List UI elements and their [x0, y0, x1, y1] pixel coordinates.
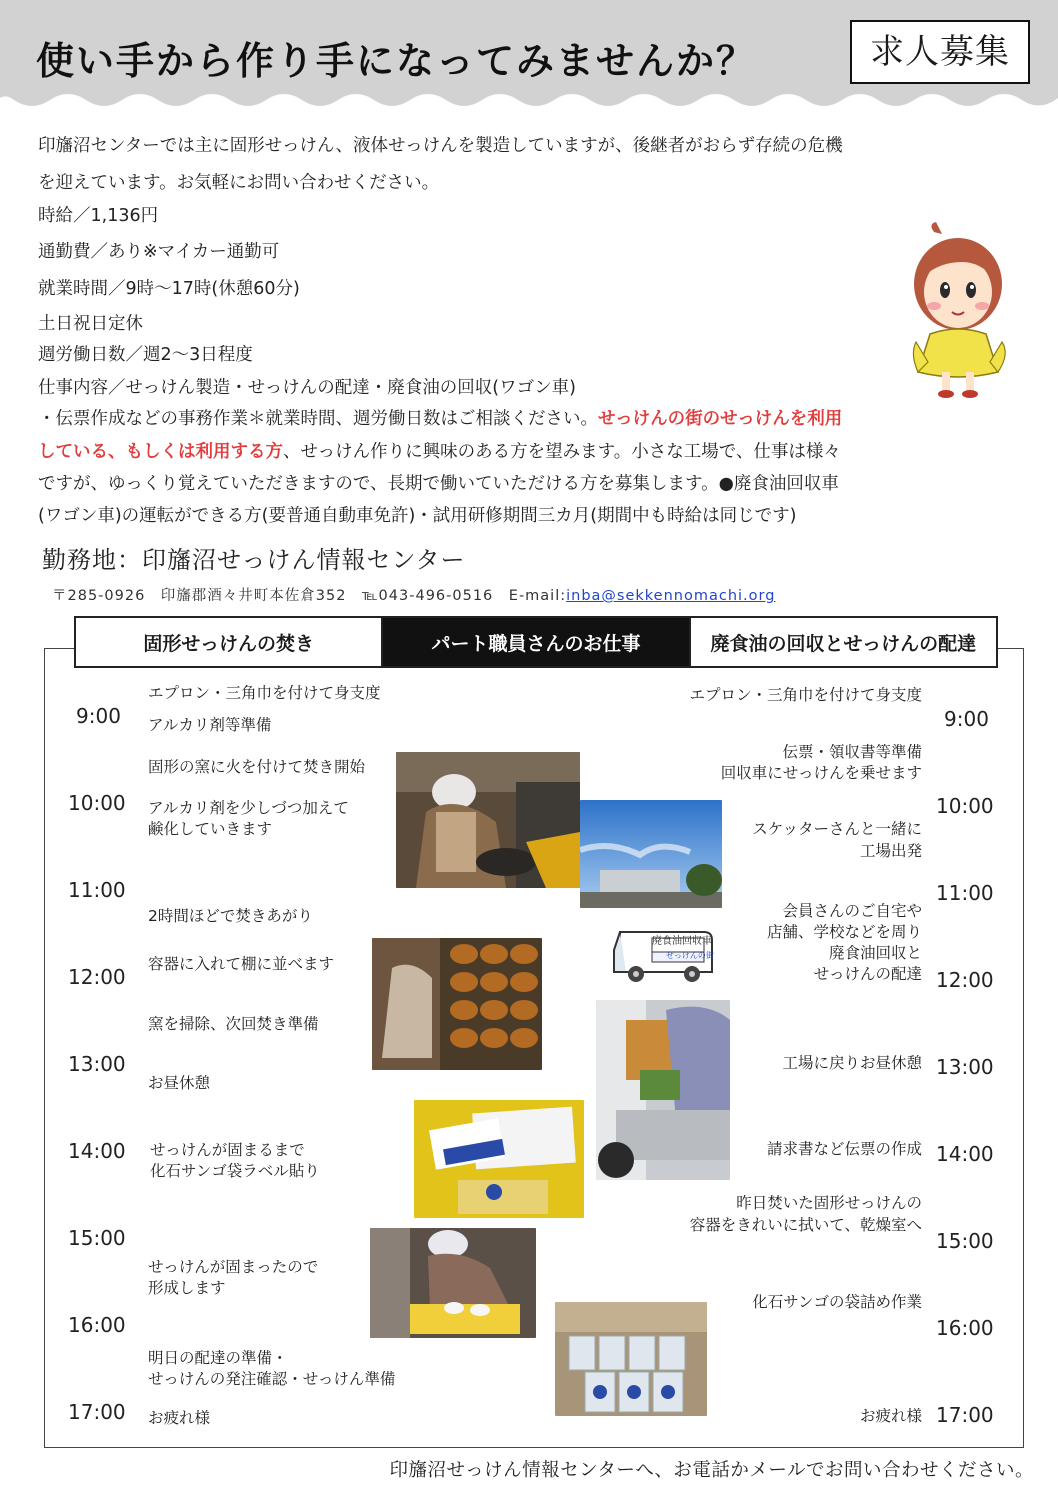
left-task-13: 形成します	[148, 1279, 226, 1297]
right-task-9: せっけんの配達	[813, 965, 922, 983]
left-time-1500: 15:00	[68, 1226, 126, 1250]
hours-text: 就業時間／9時～17時(休憩60分)	[38, 279, 300, 299]
contact-address	[52, 584, 775, 605]
left-task-16: お疲れ様	[148, 1409, 211, 1427]
left-time-1700: 17:00	[68, 1400, 126, 1424]
left-task-3: 固形の窯に火を付けて焚き開始	[148, 758, 366, 776]
right-task-4: スケッターさんと一緒に	[752, 820, 922, 838]
right-task-7: 店舗、学校などを周り	[766, 923, 922, 941]
right-time-1200: 12:00	[936, 968, 994, 992]
left-task-2: アルカリ剤等準備	[148, 716, 272, 734]
workdays-text: 週労働日数／週2～3日程度	[38, 345, 253, 365]
conditions-text-a: ・伝票作成などの事務作業＊就業時間、週労働日数はご相談ください。	[38, 409, 598, 429]
left-time-0900: 9:00	[76, 704, 121, 728]
page-headline: 使い手から作り手になってみませんか？	[36, 39, 757, 83]
right-task-5: 工場出発	[859, 842, 922, 860]
conditions-line-3: ですが、ゆっくり覚えていただきますので、長期で働いていただける方を募集します。●廃食油回収車	[38, 474, 839, 494]
column-header-part-time-work: パート職員さんのお仕事	[381, 618, 688, 666]
left-task-6: 2時間ほどで焚きあがり	[148, 907, 313, 925]
address-text: 〒285-0926 印旛郡酒々井町本佐倉352 ℡043-496-0516 E-mail:	[52, 588, 567, 604]
left-time-1000: 10:00	[68, 791, 126, 815]
mascot-girl-illustration	[906, 222, 1016, 400]
left-task-5: 鹸化していきます	[148, 820, 273, 838]
left-task-9: お昼休憩	[148, 1074, 211, 1092]
photo-soap-kettle	[396, 752, 580, 888]
right-task-1: エプロン・三角巾を付けて身支度	[689, 686, 922, 704]
photo-labeling-bags	[414, 1100, 584, 1218]
left-time-1600: 16:00	[68, 1313, 126, 1337]
workplace-title: 勤務地：印旛沼せっけん情報センター	[42, 546, 466, 574]
right-task-3: 回収車にせっけんを乗せます	[720, 764, 922, 782]
left-time-1100: 11:00	[68, 878, 126, 902]
van-label: 廃食油回収車	[652, 936, 712, 947]
right-time-1500: 15:00	[936, 1229, 994, 1253]
right-time-1600: 16:00	[936, 1316, 994, 1340]
right-task-12: 昨日焚いた固形せっけんの	[736, 1194, 922, 1212]
left-time-1300: 13:00	[68, 1052, 126, 1076]
left-task-1: エプロン・三角巾を付けて身支度	[148, 684, 381, 702]
left-task-4: アルカリ剤を少しづつ加えて	[148, 799, 349, 817]
column-header-oil-collection: 廃食油の回収とせっけんの配達	[689, 618, 996, 666]
right-task-8: 廃食油回収と	[828, 944, 922, 962]
highlight-text-2: している、もしくは利用する方	[38, 442, 283, 462]
conditions-text-b: 、せっけん作りに興味のある方を望みます。小さな工場で、仕事は様々	[283, 442, 841, 462]
right-task-15: お疲れ様	[859, 1407, 922, 1425]
right-time-1300: 13:00	[936, 1055, 994, 1079]
right-task-10: 工場に戻りお昼休憩	[782, 1054, 922, 1072]
left-task-15: せっけんの発注確認・せっけん準備	[148, 1370, 396, 1388]
schedule-header	[74, 616, 998, 668]
van-sublabel: せっけんの街	[666, 951, 714, 960]
right-task-11: 請求書など伝票の作成	[766, 1140, 922, 1158]
photo-coral-bags	[555, 1302, 707, 1416]
highlight-text-1: せっけんの街のせっけんを利用	[598, 409, 843, 429]
photo-oil-collection	[596, 1000, 730, 1180]
left-task-14: 明日の配達の準備・	[148, 1349, 288, 1367]
right-task-2: 伝票・領収書等準備	[782, 743, 922, 761]
left-task-7: 容器に入れて棚に並べます	[148, 955, 335, 973]
email-link[interactable]: inba@sekkennomachi.org	[566, 588, 776, 604]
duties-text: 仕事内容／せっけん製造・せっけんの配達・廃食油の回収(ワゴン車)	[38, 378, 576, 398]
right-time-1000: 10:00	[936, 794, 994, 818]
right-task-13: 容器をきれいに拭いて、乾燥室へ	[689, 1216, 922, 1234]
photo-soap-containers	[372, 938, 542, 1070]
right-time-0900: 9:00	[944, 707, 989, 731]
left-task-11: 化石サンゴ袋ラベル貼り	[150, 1162, 320, 1180]
right-task-6: 会員さんのご自宅や	[782, 902, 922, 920]
photo-soap-shaping	[370, 1228, 536, 1338]
wage-text: 時給／1,136円	[38, 206, 159, 226]
conditions-line-2	[38, 440, 841, 464]
right-time-1700: 17:00	[936, 1403, 994, 1427]
commute-text: 通勤費／あり※マイカー通勤可	[38, 242, 280, 262]
right-time-1400: 14:00	[936, 1142, 994, 1166]
column-header-soap-cooking: 固形せっけんの焚き	[143, 632, 314, 655]
photo-factory-exterior	[580, 800, 722, 908]
conditions-line-1	[38, 407, 842, 431]
left-time-1200: 12:00	[68, 965, 126, 989]
right-task-14: 化石サンゴの袋詰め作業	[752, 1293, 922, 1311]
left-task-8: 窯を掃除、次回焚き準備	[148, 1015, 319, 1033]
holidays-text: 土日祝日定休	[38, 314, 143, 334]
left-task-12: せっけんが固まったので	[148, 1258, 319, 1276]
intro-line-2: を迎えています。お気軽にお問い合わせください。	[38, 173, 440, 193]
conditions-line-4: (ワゴン車)の運転ができる方(要普通自動車免許)・試用研修期間三カ月(期間中も時給は同じです)	[38, 506, 797, 526]
left-task-10: せっけんが固まるまで	[150, 1141, 305, 1159]
recruitment-badge: 求人募集	[850, 20, 1030, 84]
intro-line-1: 印旛沼センターでは主に固形せっけん、液体せっけんを製造していますが、後継者がおらず存続の危機	[38, 136, 843, 156]
right-time-1100: 11:00	[936, 881, 994, 905]
left-time-1400: 14:00	[68, 1139, 126, 1163]
closing-message: 印旛沼せっけん情報センターへ、お電話かメールでお問い合わせください。	[389, 1460, 1034, 1481]
